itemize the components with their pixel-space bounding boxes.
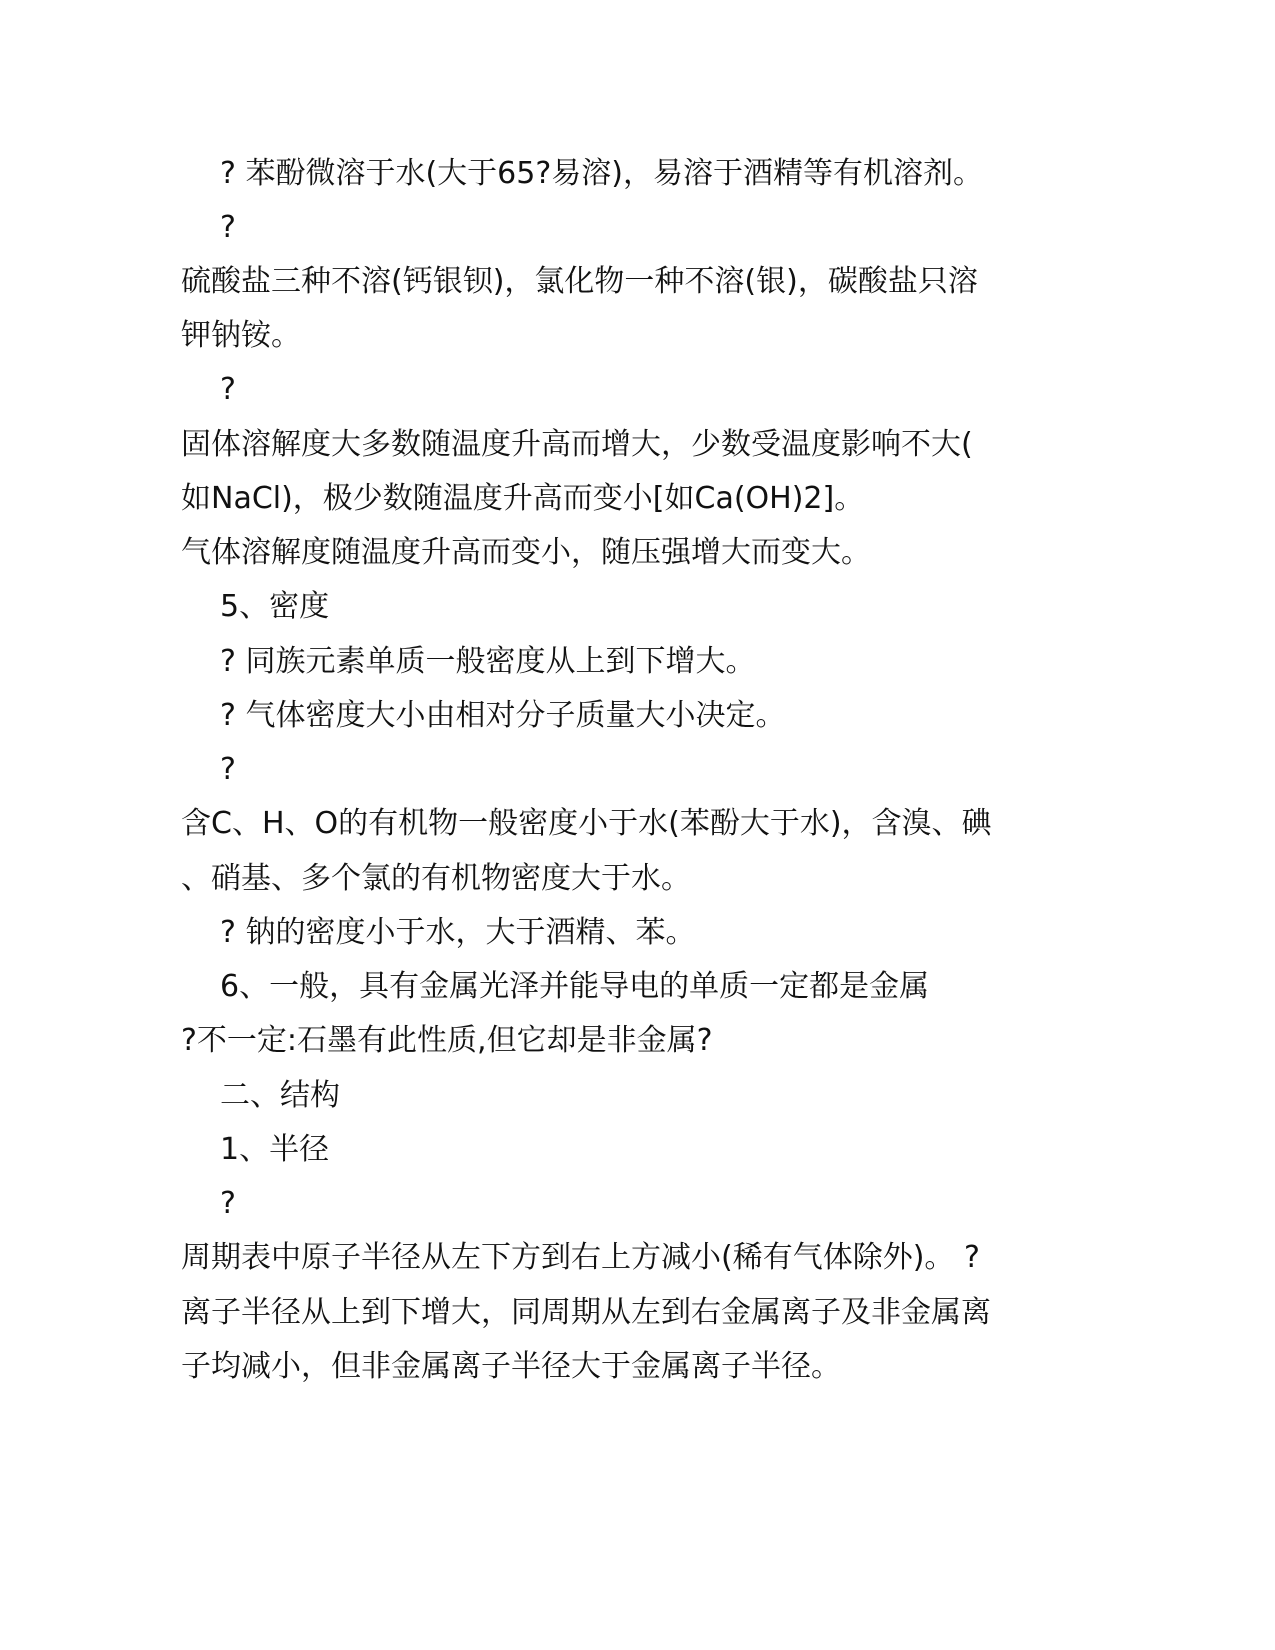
- text-line: 、硝基、多个氯的有机物密度大于水。: [181, 861, 691, 896]
- text-line: 子均减小，但非金属离子半径大于金属离子半径。: [181, 1349, 841, 1384]
- chapter-heading: 二、结构: [220, 1078, 340, 1113]
- section-heading: 1、半径: [220, 1132, 330, 1167]
- text-line: ? 气体密度大小由相对分子质量大小决定。: [220, 698, 786, 733]
- text-line: 硫酸盐三种不溶(钙银钡)，氯化物一种不溶(银)，碳酸盐只溶: [181, 264, 978, 299]
- text-line: ? 钠的密度小于水，大于酒精、苯。: [220, 915, 696, 950]
- section-heading: 6、一般，具有金属光泽并能导电的单质一定都是金属: [220, 969, 930, 1004]
- text-line: ?: [220, 1186, 236, 1221]
- text-line: ? 苯酚微溶于水(大于65?易溶)，易溶于酒精等有机溶剂。: [220, 156, 983, 191]
- text-line: 如NaCl)，极少数随温度升高而变小[如Ca(OH)2]。: [181, 481, 865, 516]
- text-line: ?: [220, 752, 236, 787]
- text-line: 周期表中原子半径从左下方到右上方减小(稀有气体除外)。 ?: [181, 1240, 980, 1275]
- text-line: 含C、H、O的有机物一般密度小于水(苯酚大于水)，含溴、碘: [181, 806, 992, 841]
- text-line: ?不一定:石墨有此性质,但它却是非金属?: [181, 1023, 713, 1058]
- text-line: 离子半径从上到下增大，同周期从左到右金属离子及非金属离: [181, 1295, 991, 1330]
- section-heading: 5、密度: [220, 589, 330, 624]
- text-line: 气体溶解度随温度升高而变小，随压强增大而变大。: [181, 535, 871, 570]
- text-line: ?: [220, 210, 236, 245]
- text-line: 固体溶解度大多数随温度升高而增大，少数受温度影响不大(: [181, 427, 973, 462]
- text-line: 钾钠铵。: [181, 318, 301, 353]
- text-line: ?: [220, 372, 236, 407]
- text-line: ? 同族元素单质一般密度从上到下增大。: [220, 644, 756, 679]
